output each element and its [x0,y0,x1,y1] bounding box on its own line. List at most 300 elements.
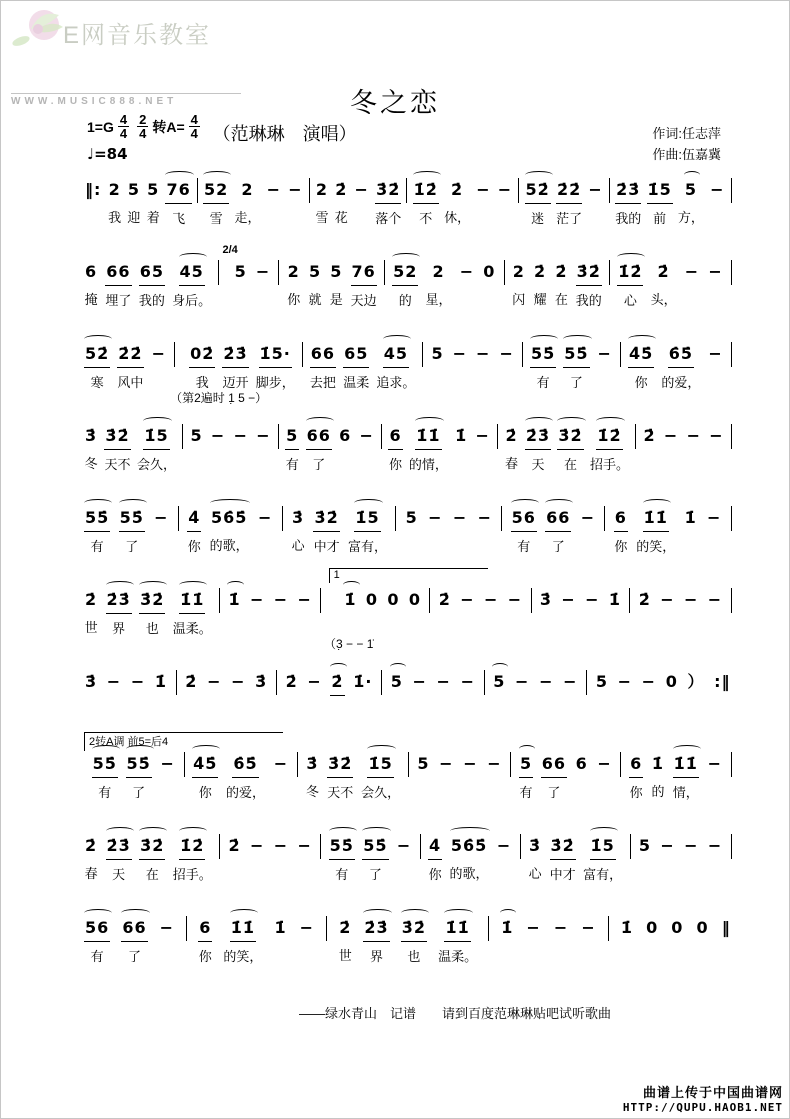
note-token: 66 [306,423,332,450]
note-cell [411,669,427,717]
lyric-syllable [587,945,591,963]
lyric-syllable: 花 [334,210,348,225]
bar-symbol: − [660,836,675,855]
lyric-syllable [600,699,604,717]
note-token: 2̇3̇ [222,341,248,368]
lyric-syllable [279,781,283,799]
lyric-syllable [89,699,93,717]
note-cell [396,833,412,881]
lyric-syllable: 温柔。 [438,949,478,964]
barline [630,834,631,859]
lyric-syllable [343,453,347,471]
note-cell [620,915,634,963]
barline [731,834,732,859]
lyric-syllable: 埋了 [105,293,132,308]
barline-cell [276,669,277,695]
note-cell [587,177,603,225]
note-token: 5 [684,177,698,203]
note-cell [249,833,265,881]
barline [395,506,396,531]
note-cell [673,751,699,800]
note-token: 2̇3̇ [615,177,641,204]
barline [282,506,283,531]
bar-symbol: − [460,672,475,691]
note-token: 1̇· [353,672,373,691]
note-token: 52 [392,259,418,286]
bar-symbol: − [617,672,633,691]
note-cell [459,259,475,307]
barline-cell [278,423,279,449]
note-cell [651,259,677,307]
lyric-syllable: 你 [389,457,403,472]
note-cell [126,751,152,800]
lyric-syllable [692,453,696,471]
note-token: 2̇ [339,918,352,937]
barline [218,260,219,285]
note-cell [492,669,506,717]
lyric-syllable [714,289,718,307]
note-token: 55̇ [119,505,145,532]
bar-symbol: − [497,180,513,199]
note-cell [428,833,442,882]
lyric-syllable [694,699,698,717]
note-cell [313,505,339,554]
note-token: 1̇5· [259,341,292,368]
lyric-syllable [613,617,617,635]
barline-cell [731,177,732,203]
note-cell [596,751,612,799]
note-cell [187,505,201,554]
bar-symbol: − [684,836,699,855]
note-token: 3̇2̇ [576,259,602,286]
note-cell [315,177,329,225]
site-url: WWW.MUSIC888.NET [11,96,178,107]
lyric-syllable: 会久， [361,785,401,800]
bar-symbol: − [151,344,166,363]
note-cell [119,505,145,554]
note-cell [575,751,589,799]
note-cell [84,587,98,635]
note-cell [641,669,657,717]
note-token: 1̇1̇ [415,423,441,450]
note-cell [638,587,652,635]
lyric-syllable: 温柔 [343,375,370,390]
barline [484,670,485,695]
lyric-syllable [701,945,705,963]
lyric-syllable: 你 [287,292,301,307]
note-cell [285,669,299,717]
bar-symbol: − [476,180,491,199]
barline [276,670,277,695]
lyric-syllable: 中才 [549,867,576,882]
lyric-syllable: 掩 [84,292,98,307]
bar-symbol: − [297,590,312,609]
lyric-syllable [313,699,317,717]
bar-symbol: − [249,590,265,609]
note-token: 0 [408,590,421,609]
lyric-syllable [336,700,340,718]
lyric-syllable [279,863,283,881]
bar-symbol: − [273,836,289,855]
note-cell [695,915,709,963]
lyric-syllable: 天边 [350,293,377,308]
barline [320,588,321,613]
note-cell [608,587,622,635]
lyric-syllable [647,699,651,717]
lyric-syllable: 春 [84,866,98,881]
note-token: 1̇2̇ [596,423,622,450]
note-token: 2 [315,180,329,199]
lyric-syllable [503,207,507,225]
lyric-syllable [690,863,694,881]
note-cell [359,423,375,471]
flower-icon [11,7,67,51]
note-cell [106,833,132,882]
music-system [84,833,732,915]
notes-row [84,244,732,308]
barline [326,916,327,941]
note-cell [139,833,165,882]
bar-symbol: − [561,590,576,609]
lyric-syllable [263,535,267,553]
note-cell [388,423,402,472]
note-cell [482,259,496,307]
note-token: 66 [310,341,336,368]
note-cell [227,587,241,635]
barline-cell [178,505,179,531]
bar-symbol: − [507,590,523,609]
note-cell [338,915,352,963]
lyric-syllable: 飞 [172,211,186,226]
bar-symbol: − [496,836,512,855]
note-token: 5 [308,262,322,281]
note-cell [659,833,675,881]
note-cell [227,833,241,881]
lyric-syllable [520,699,524,717]
lyric-syllable: 会久， [136,457,176,472]
note-cell [401,915,427,964]
barline-cell [731,505,732,531]
lyric-syllable [91,207,95,225]
note-cell [500,915,514,963]
lyric-syllable: 界 [112,621,126,636]
lyric-syllable: 冬 [84,456,98,471]
note-cell [361,751,400,800]
note-token: 66 [105,259,131,286]
lyric-syllable [255,863,259,881]
note-cell [707,341,723,389]
note-cell [684,259,700,307]
lyric-syllable [112,699,116,717]
note-token: 5 [190,426,203,445]
note-cell [580,915,596,963]
barline-cell [309,177,310,203]
performer-subtitle: （范琳琳 演唱） [212,124,357,144]
note-cell [84,423,98,471]
lyric-syllable: 茫了 [556,211,583,226]
lyric-syllable [442,699,446,717]
key-prefix: 1=G [87,118,114,135]
upload-site-url: HTTP://QUPU.HAOB1.NET [622,1101,783,1114]
modulation-label: 转A= [152,118,185,135]
lyric-syllable [481,453,485,471]
note-token: 2̇2̇ [117,341,143,368]
note-token: 1̇ [274,918,287,937]
lyric-syllable [136,699,140,717]
lyricist-credit: 作词:任志萍 [652,126,721,141]
lyric-syllable: 迎 [127,210,141,225]
lyric-syllable: 休， [444,210,471,225]
barline-cell [278,259,279,285]
lyric-syllable [303,863,307,881]
bar-symbol: − [463,754,478,773]
note-cell [386,587,400,635]
note-cell [614,505,628,554]
note-token: 5 [405,508,418,527]
note-cell [553,915,569,963]
volta-bracket: 1 [329,568,488,583]
meter-change-label: 2/4 [222,244,238,256]
note-cell [334,177,348,225]
barline-cell [488,915,489,941]
lyric-syllable: 我的 [615,211,642,226]
lyric-syllable: 你 [428,867,442,882]
lyric-syllable [670,699,674,717]
note-token: 55̇ [563,341,589,368]
note-cell [647,177,673,226]
lyric-syllable [666,863,670,881]
barline-cell [384,259,385,285]
barline-cell [218,259,219,285]
lyric-syllable [713,617,717,635]
note-token: 66 [541,751,567,778]
barline [518,178,519,203]
lyric-syllable [216,453,220,471]
note-token: 02̇ [189,341,215,368]
note-cell [305,751,319,799]
lyric-syllable: 在 [564,457,578,472]
note-cell [362,833,388,882]
lyric-syllable: 招手。 [589,457,629,472]
bar-symbol: − [597,754,612,773]
note-cell [525,177,551,226]
note-cell [127,177,141,225]
note-cell [151,341,167,389]
bar-symbol: − [231,672,246,691]
bar-symbol: − [710,180,725,199]
note-cell [707,587,723,635]
note-cell [105,259,131,308]
lyric-syllable [349,617,353,635]
lyric-syllable [676,945,680,963]
barline [604,506,605,531]
lyric-syllable [279,945,283,963]
meter-4-4-second: $\frac{4}{4}$ [190,112,198,141]
lyric-syllable: 有 [517,539,531,554]
lyric-syllable: 心 [291,538,305,553]
barline [429,588,430,613]
bar-symbol: − [359,426,374,445]
note-cell [539,587,553,635]
note-token: 55̇ [126,751,152,778]
note-token: 52̇ [84,341,110,368]
note-cell [159,915,175,963]
note-token: 6 [388,423,402,450]
note-token: 1̇ [343,587,357,613]
barline [531,588,532,613]
note-token: 6̇5̇ [232,751,258,778]
note-cell [392,259,418,308]
bar-symbol: − [273,590,289,609]
note-token: 2̇3̇ [363,915,389,942]
note-cell [643,423,657,471]
lyric-syllable: 富有， [583,867,623,882]
lyric-syllable: 追求。 [376,375,416,390]
lyric-syllable [418,699,422,717]
note-token: 5 [127,180,140,199]
note-token: 5 [519,751,533,778]
note-cell [257,505,273,553]
note-cell [354,177,370,225]
barline [381,670,382,695]
lyric-syllable: 天不 [327,785,354,800]
lyric-syllable [666,617,670,635]
lyric-syllable: 寒 [90,375,104,390]
note-cell [154,669,168,717]
note-cell [146,177,160,225]
note-cell [576,259,602,308]
bar-symbol: − [708,262,723,281]
barline [731,506,732,531]
note-cell [363,915,389,964]
note-cell [707,833,723,881]
volta-bracket: 2转A调 前5=后4 [84,732,283,751]
lyric-syllable: 中才 [313,539,340,554]
note-cell [306,423,332,472]
note-cell [595,669,609,717]
note-cell [273,915,287,963]
lyric-syllable: 有 [335,867,349,882]
bar-symbol: ‖ [721,918,731,937]
note-cell [617,259,643,308]
lyric-syllable [166,781,170,799]
lyric-syllable [690,289,694,307]
bar-symbol: − [452,508,468,527]
lyric-syllable: 世 [84,620,98,635]
barline-cell [174,341,175,367]
note-cell [233,423,249,471]
lyric-syllable [259,699,263,717]
lyric-syllable [532,945,536,963]
lyric-syllable [443,617,447,635]
lyric-syllable: 头， [650,292,677,307]
lyric-syllable: 走， [234,210,261,225]
note-cell [511,505,537,554]
note-token: 5 [390,669,404,695]
note-cell [436,669,452,717]
bar-symbol: − [707,508,722,527]
note-token: 2̇ [85,836,98,855]
note-cell [512,259,526,307]
lyric-syllable [498,699,502,717]
barline-cell [219,587,220,613]
lyric-syllable [513,617,517,635]
barline [178,506,179,531]
lyric-syllable [469,781,473,799]
barline-cell [620,751,621,777]
bar-symbol: − [460,590,475,609]
note-cell [206,669,222,717]
barline-cell [522,341,523,367]
note-token: 45 [383,341,409,368]
lyric-syllable [544,617,548,635]
note-cell [645,915,659,963]
bar-symbol: − [663,426,679,445]
barline-cell [608,915,609,941]
note-cell [308,259,322,307]
music-system [84,736,732,833]
barline [635,424,636,449]
lyric-syllable: 你 [198,949,212,964]
lyric-syllable: 的笑， [636,539,676,554]
note-token: 1̇ [455,426,468,445]
note-cell [683,587,699,635]
note-token: 3̇ [85,426,98,445]
note-token: 1̇ [500,915,514,941]
lyric-syllable: 有 [90,539,104,554]
lyric-syllable: 我的 [575,293,602,308]
note-token: 3̇ [529,836,542,855]
note-token: 5 [147,180,160,199]
note-cell [563,341,589,390]
note-token: 5 [234,262,247,281]
note-cell [475,341,491,389]
barline [381,424,382,449]
site-name: E网音乐教室 [63,22,212,49]
lyric-syllable [233,863,237,881]
note-cell [557,423,583,472]
barline-cell [586,669,587,695]
composer-credit: 作曲:伍嘉冀 [652,147,721,162]
barline [309,178,310,203]
barline [488,916,489,941]
barline-cell [408,751,409,777]
note-cell [554,259,568,307]
barline [422,342,423,367]
lyric-syllable [402,863,406,881]
lyric-syllable [294,207,298,225]
note-cell [137,423,176,472]
barline [504,260,505,285]
bar-symbol: − [249,836,265,855]
lyric-syllable: 了 [312,457,326,472]
barline [278,260,279,285]
note-cell [121,915,147,964]
note-cell [375,177,401,226]
note-token: 3̇ [292,508,305,527]
lyric-syllable [502,863,506,881]
note-token: 4̇ [428,833,442,860]
note-cell [426,259,452,307]
note-token: 3̇2̇ [139,833,165,860]
note-cell [638,833,652,881]
lyric-syllable: 界 [370,949,384,964]
barline-cell [197,177,198,203]
note-cell [108,177,122,225]
lyric-syllable [212,699,216,717]
bar-symbol: − [459,262,475,281]
note-cell [408,587,422,635]
